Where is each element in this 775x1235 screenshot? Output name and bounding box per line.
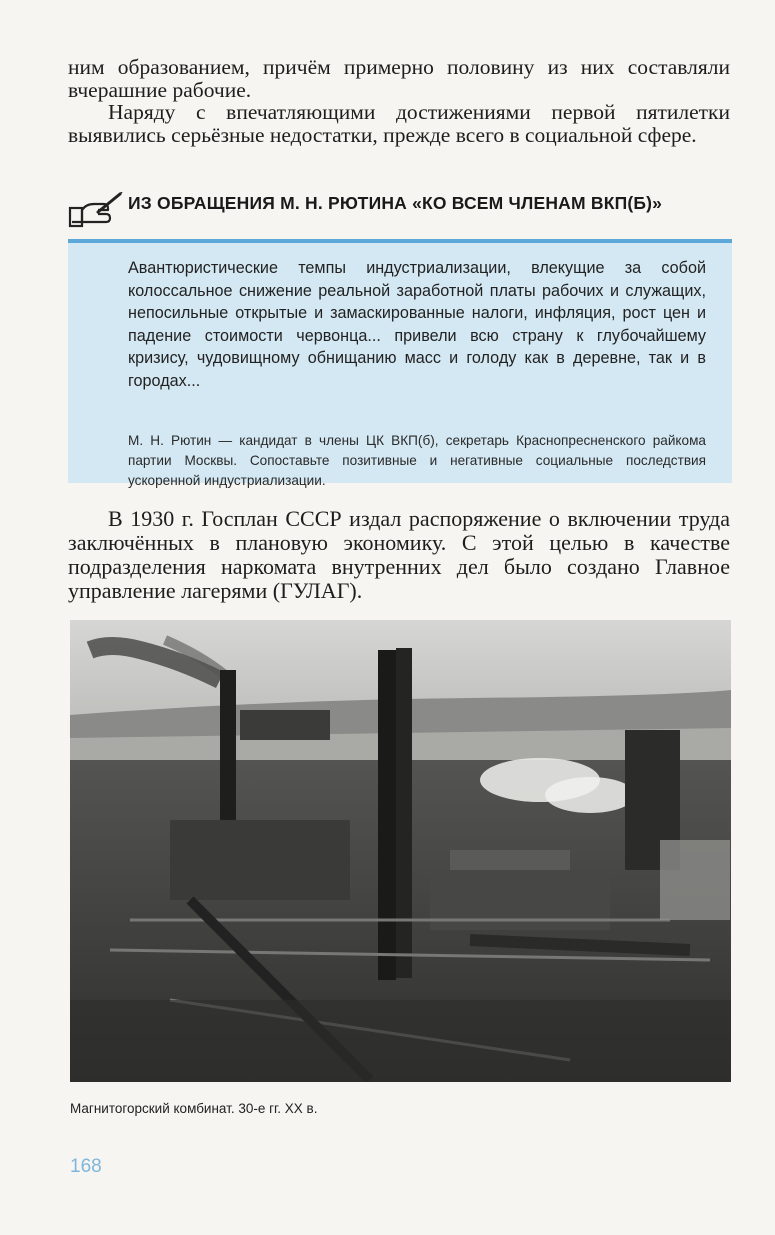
writing-hand-icon bbox=[68, 192, 124, 232]
magnitogorsk-photo bbox=[70, 620, 731, 1082]
document-quote: Авантюристические темпы индустриализации, влекущие за собой колоссальное снижение реальной заработной платы рабочих и служащих, непосильные открытые и замаскированные налоги, инфляция, рост цен и падение стоимости червонца... привели всю страну к глубочайшему кризису, чудовищному обнищанию масс и голоду как в деревне, так и в городах... bbox=[128, 259, 706, 390]
paragraph-shortcomings: Наряду с впечатляющими достижениями первой пятилетки выявились серьёзные недостатки, прежде всего в социальной сфере. bbox=[68, 100, 730, 147]
document-title: ИЗ ОБРАЩЕНИЯ М. Н. РЮТИНА «КО ВСЕМ ЧЛЕНАМ ВКП(Б)» bbox=[128, 193, 663, 213]
document-header bbox=[68, 188, 732, 244]
document-box bbox=[68, 243, 732, 488]
page-number: 168 bbox=[70, 1156, 102, 1177]
paragraph-continuation: ним образованием, причём примерно половину из них составляли вчерашние рабочие. bbox=[68, 55, 730, 102]
figure-caption: Магнитогорский комбинат. 30-е гг. XX в. bbox=[70, 1101, 318, 1116]
document-note: М. Н. Рютин — кандидат в члены ЦК ВКП(б), секретарь Краснопресненского райкома партии Москвы. Сопоставьте позитивные и негативные социальные последствия ускоренной индустриализации. bbox=[128, 433, 706, 488]
paragraph-gulag: В 1930 г. Госплан СССР издал распоряжение о включении труда заключённых в плановую экономику. С этой целью в качестве подразделения наркомата внутренних дел было создано Главное управление лагерями (ГУЛАГ). bbox=[68, 506, 730, 603]
